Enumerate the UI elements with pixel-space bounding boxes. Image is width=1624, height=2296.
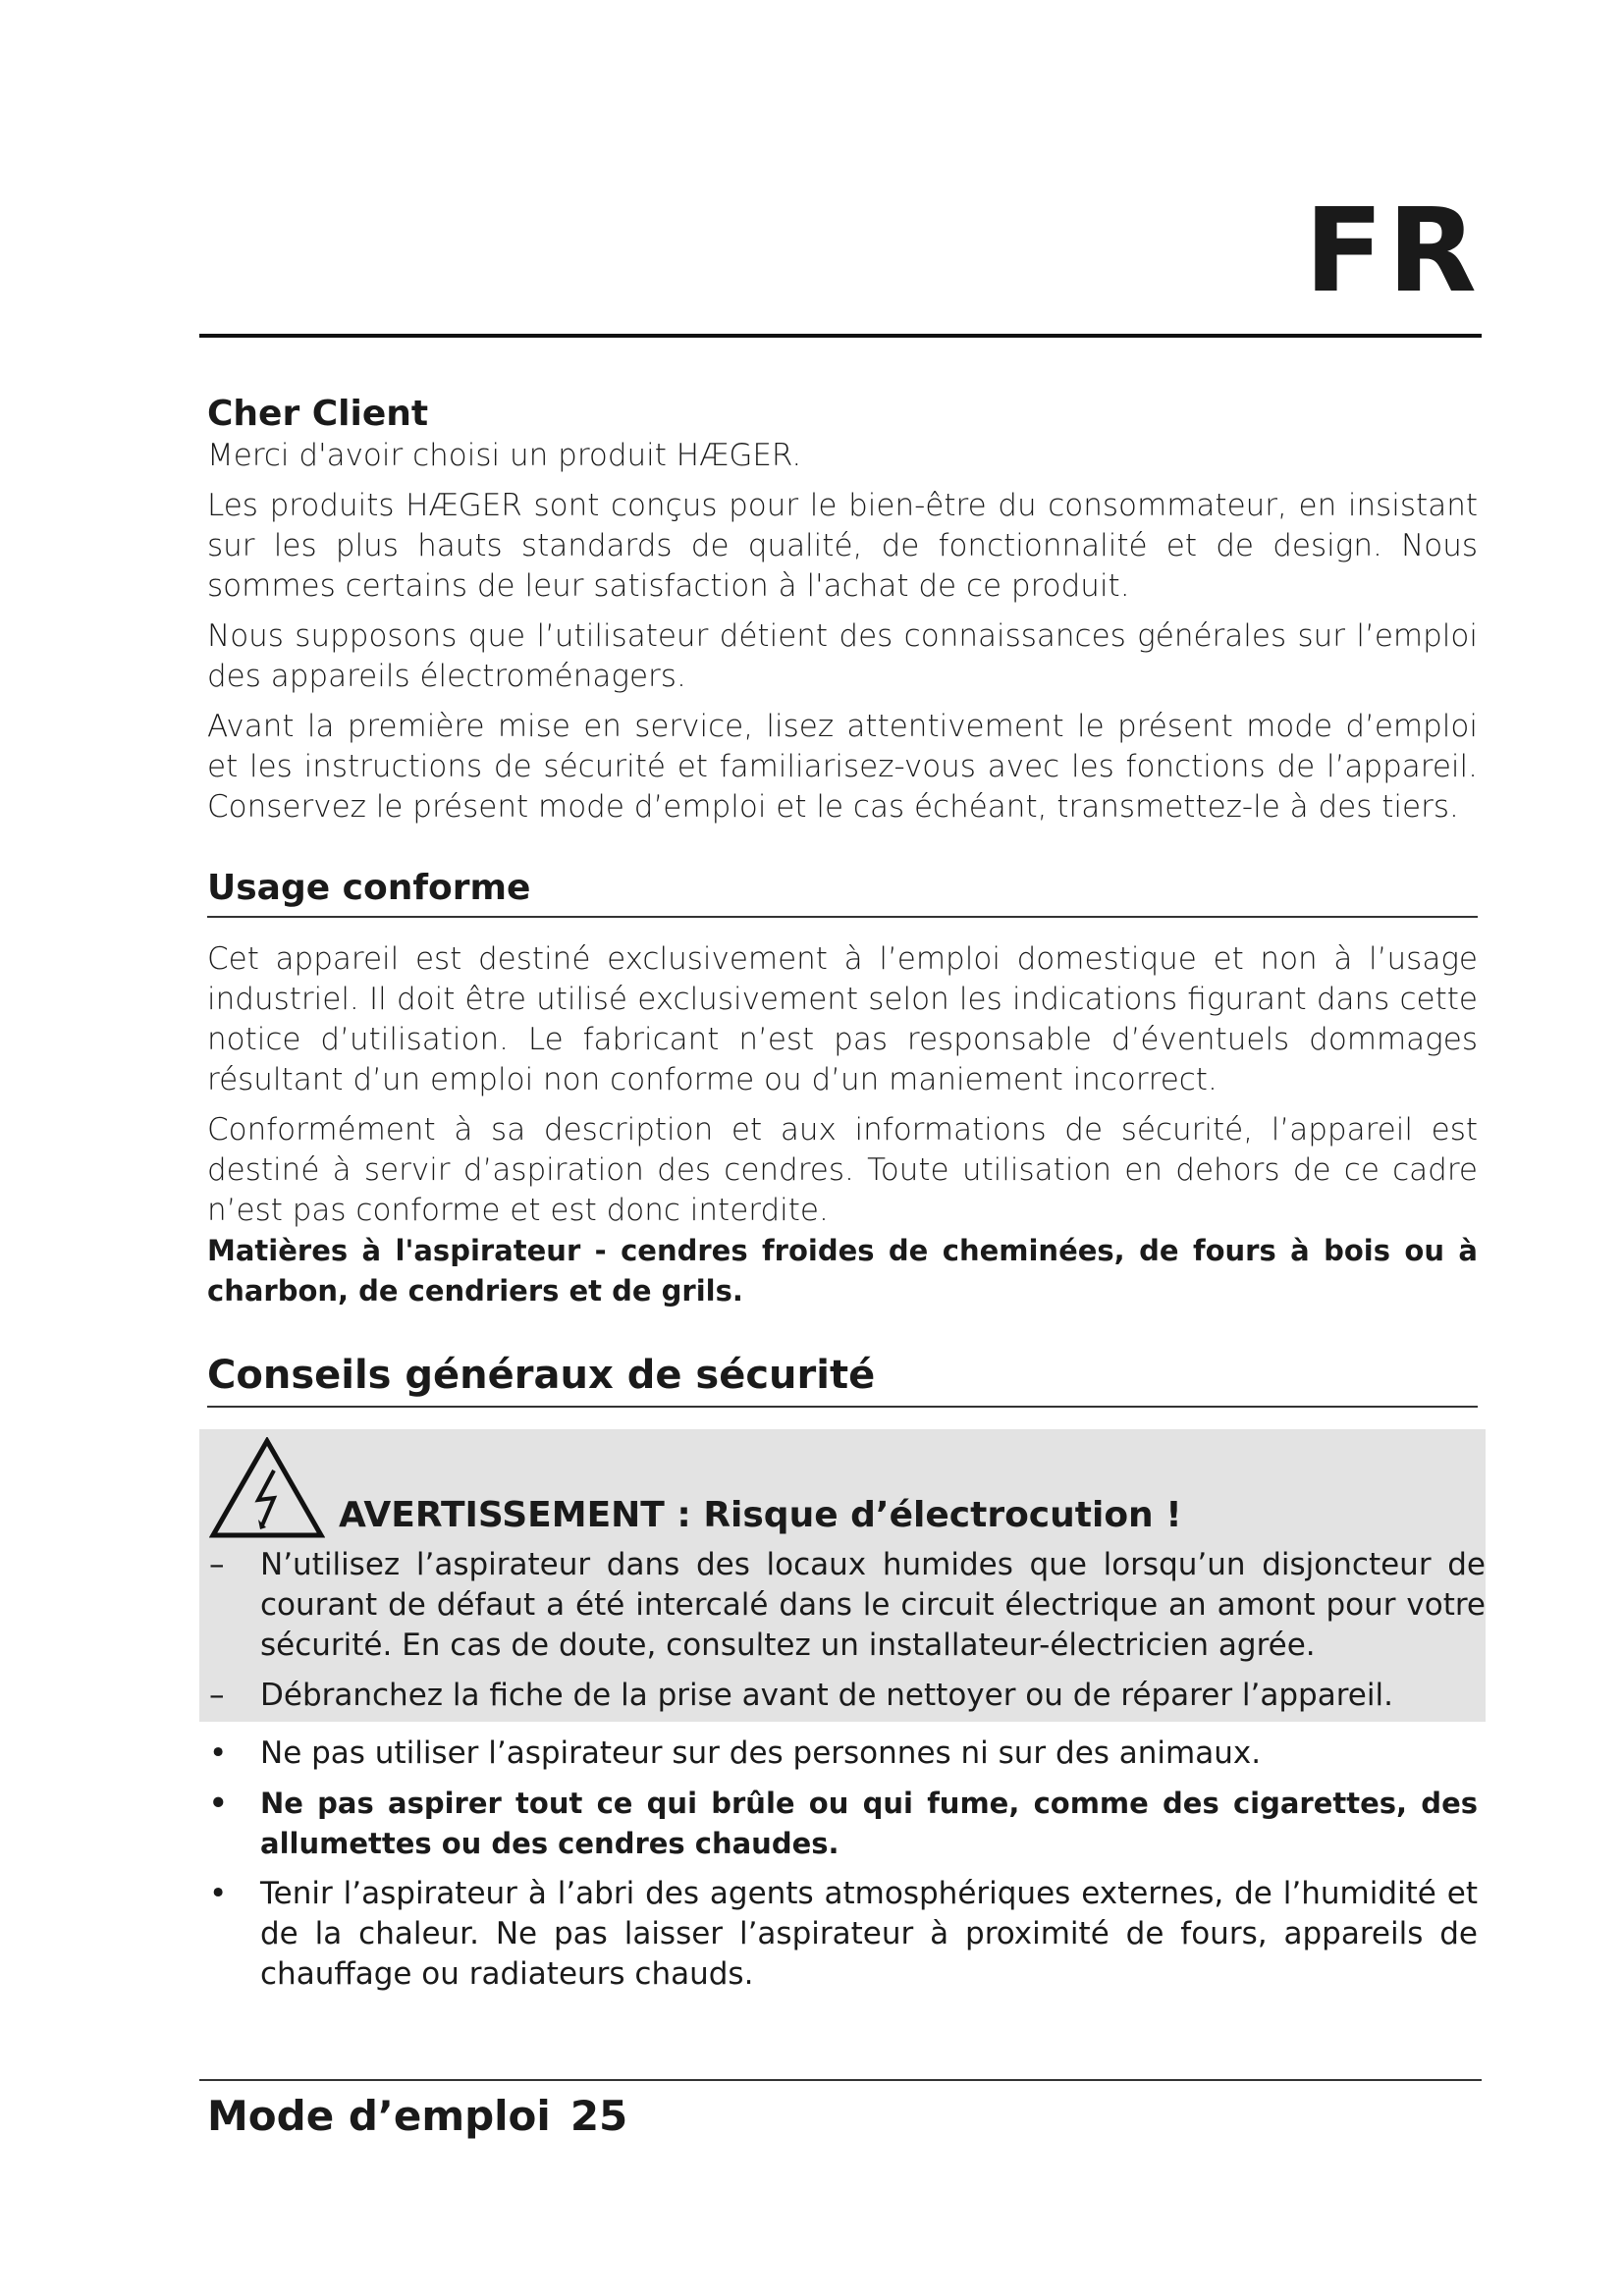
bullet-marker: • bbox=[209, 1735, 228, 1771]
footer-divider bbox=[199, 2079, 1482, 2081]
intro-paragraph: Avant la première mise en service, lisez attentivement le présent mode d’emploi et les instructions de sécurité et familiarisez-vous avec les fonctions de l’appareil. Conservez le présent mode d’emploi et le cas échéant, transmettez-le à des tiers. bbox=[207, 709, 1478, 825]
intro-section bbox=[207, 393, 1478, 828]
intro-title: Cher Client bbox=[207, 394, 429, 434]
usage-paragraph: Conformément à sa description et aux informations de sécurité, l’appareil est destiné à servir d’aspiration des cendres. Toute utilisation en dehors de ce cadre n’est pas conforme et est donc interdite. bbox=[207, 1112, 1478, 1228]
list-item bbox=[199, 1676, 1486, 1716]
list-item-text: Ne pas utiliser l’aspirateur sur des personnes ni sur des animaux. bbox=[260, 1735, 1262, 1771]
intro-paragraph: Merci d'avoir choisi un produit HÆGER. bbox=[207, 438, 802, 473]
dash-marker: – bbox=[209, 1678, 225, 1713]
bullet-marker: • bbox=[209, 1787, 228, 1820]
list-item bbox=[199, 1545, 1486, 1666]
list-item bbox=[207, 1734, 1478, 1774]
usage-heading bbox=[207, 867, 1478, 918]
language-code: FR bbox=[1304, 183, 1481, 318]
list-item-text: Ne pas aspirer tout ce qui brûle ou qui fume, comme des cigarettes, des allumettes ou des cendres chaudes. bbox=[260, 1787, 1478, 1860]
header-divider bbox=[199, 334, 1482, 338]
footer bbox=[207, 2089, 627, 2144]
list-item-text: Tenir l’aspirateur à l’abri des agents atmosphériques externes, de l’humidité et de la chaleur. Ne pas laisser l’aspirateur à proximité de fours, appareils de chauffage ou radiateurs chauds. bbox=[260, 1876, 1478, 1992]
safety-heading bbox=[207, 1351, 1478, 1408]
page-number: 25 bbox=[569, 2092, 628, 2140]
electric-hazard-icon bbox=[209, 1437, 325, 1539]
warning-header bbox=[199, 1437, 1486, 1539]
safety-section bbox=[207, 1351, 1486, 1995]
list-item-text: Débranchez la fiche de la prise avant de nettoyer ou de réparer l’appareil. bbox=[260, 1678, 1393, 1713]
footer-label: Mode d’emploi bbox=[207, 2092, 551, 2140]
dash-marker: – bbox=[209, 1547, 225, 1582]
bullet-marker: • bbox=[209, 1876, 228, 1911]
content bbox=[207, 393, 1486, 2004]
warning-title: AVERTISSEMENT : Risque d’électrocution ! bbox=[339, 1495, 1182, 1535]
warning-list bbox=[199, 1545, 1486, 1716]
safety-list bbox=[207, 1734, 1478, 1995]
list-item bbox=[207, 1784, 1478, 1864]
safety-title: Conseils généraux de sécurité bbox=[207, 1353, 876, 1398]
usage-title: Usage conforme bbox=[207, 868, 531, 908]
list-item bbox=[207, 1874, 1478, 1995]
usage-paragraph: Cet appareil est destiné exclusivement à l’emploi domestique et non à l’usage industriel. Il doit être utilisé exclusivement selon les indications figurant dans cette notice d’utilisation. Le fabricant n’est pas responsable d’éventuels dommages résultant d’un emploi non conforme ou d’un maniement incorrect. bbox=[207, 941, 1478, 1097]
usage-bold-note: Matières à l'aspirateur - cendres froides de cheminées, de fours à bois ou à charbon, de cendriers et de grils. bbox=[207, 1234, 1478, 1308]
list-item-text: N’utilisez l’aspirateur dans des locaux humides que lorsqu’un disjoncteur de courant de défaut a été intercalé dans le circuit électrique an amont pour votre sécurité. En cas de doute, consultez un installateur-électricien agrée. bbox=[260, 1547, 1486, 1663]
intro-paragraph: Les produits HÆGER sont conçus pour le bien-être du consommateur, en insistant sur les plus hauts standards de qualité, de fonctionnalité et de design. Nous sommes certains de leur satisfaction à l'achat de ce produit. bbox=[207, 488, 1478, 604]
intro-paragraph: Nous supposons que l’utilisateur détient des connaissances générales sur l’emploi des appareils électroménagers. bbox=[207, 618, 1478, 694]
warning-box bbox=[199, 1429, 1486, 1722]
usage-section bbox=[207, 867, 1478, 1311]
